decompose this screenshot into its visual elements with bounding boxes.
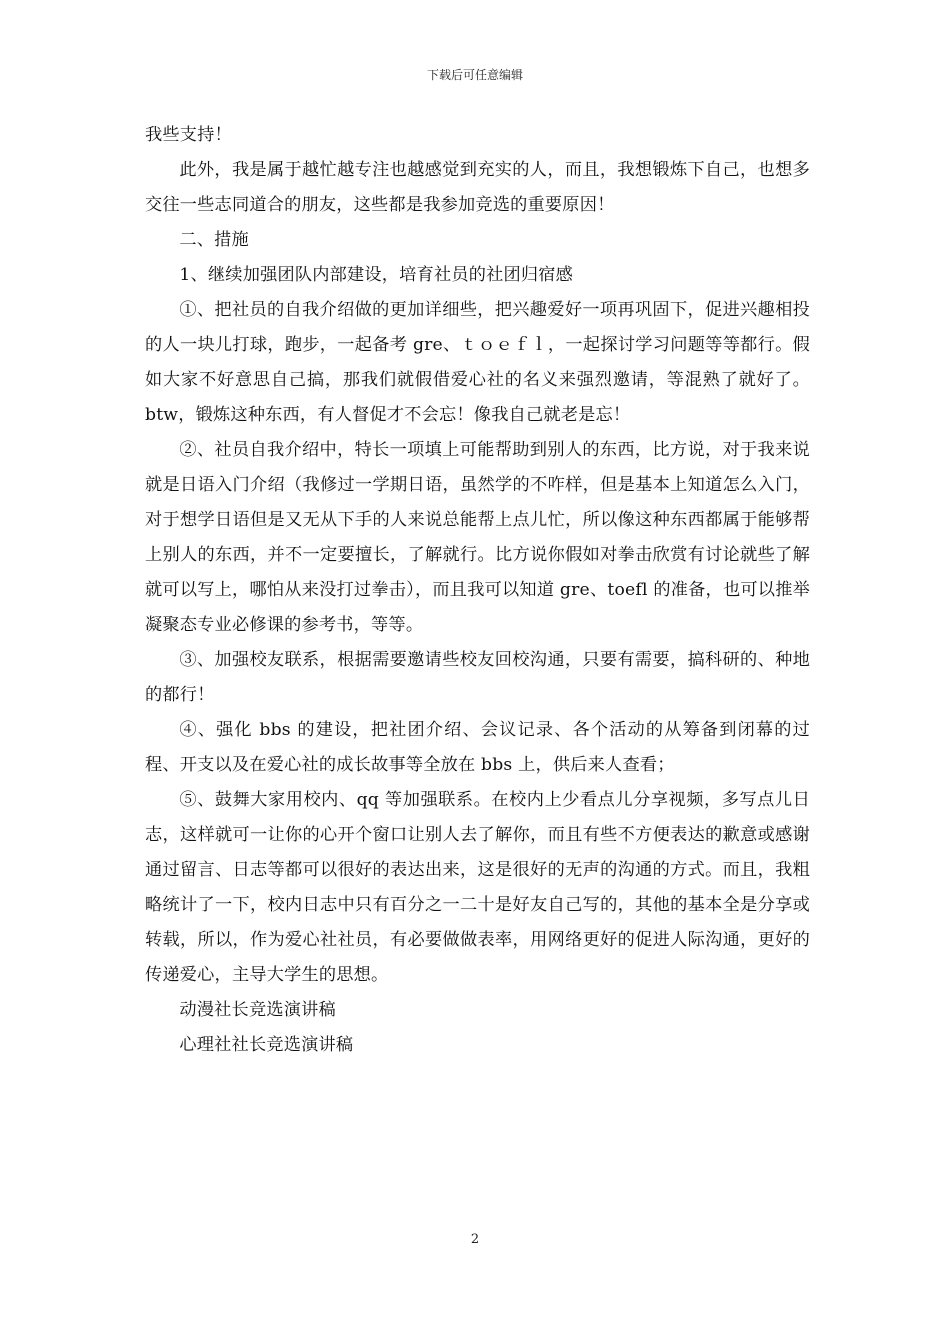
paragraph: 此外，我是属于越忙越专注也越感觉到充实的人，而且，我想锻炼下自己，也想多交往一些志同道合的朋友，这些都是我参加竞选的重要原因！ bbox=[145, 160, 810, 215]
document-body bbox=[145, 118, 810, 1063]
related-title: 心理社社长竞选演讲稿 bbox=[179, 1035, 354, 1055]
section-heading: 二、措施 bbox=[179, 230, 249, 250]
paragraph: 我些支持！ bbox=[145, 125, 232, 145]
list-item: ②、社员自我介绍中，特长一项填上可能帮助到别人的东西，比方说，对于我来说就是日语入门介绍（我修过一学期日语，虽然学的不咋样，但是基本上知道怎么入门，对于想学日语但是又无从下手的人来说总能帮上点儿忙，所以像这种东西都属于能够帮上别人的东西，并不一定要擅长，了解就行。比方说你假如对拳击欣赏有讨论就些了解就可以写上，哪怕从来没打过拳击），而且我可以知道 gre、toefl 的准备，也可以推举凝聚态专业必修课的参考书，等等。 bbox=[145, 440, 810, 635]
page-header: 下载后可任意编辑 bbox=[426, 68, 523, 82]
page-number: 2 bbox=[470, 1232, 480, 1247]
list-item: ⑤、鼓舞大家用校内、qq 等加强联系。在校内上少看点儿分享视频，多写点儿日志，这样就可一让你的心开个窗口让别人去了解你，而且有些不方便表达的歉意或感谢通过留言、日志等都可以很好的表达出来，这是很好的无声的沟通的方式。而且，我粗略统计了一下，校内日志中只有百分之一二十是好友自己写的，其他的基本全是分享或转载，所以，作为爱心社社员，有必要做做表率，用网络更好的促进人际沟通，更好的传递爱心，主导大学生的思想。 bbox=[145, 790, 810, 985]
list-item: ③、加强校友联系，根据需要邀请些校友回校沟通，只要有需要，搞科研的、种地的都行！ bbox=[145, 650, 810, 705]
related-title: 动漫社长竞选演讲稿 bbox=[179, 1000, 336, 1020]
subsection-heading: 1、继续加强团队内部建设，培育社员的社团归宿感 bbox=[179, 265, 574, 285]
list-item: ①、把社员的自我介绍做的更加详细些，把兴趣爱好一项再巩固下，促进兴趣相投的人一块儿打球，跑步，一起备考 gre、ｔｏｅｆｌ，一起探讨学习问题等等都行。假如大家不好意思自己搞，那我们就假借爱心社的名义来强烈邀请，等混熟了就好了。btw，锻炼这种东西，有人督促才不会忘！像我自己就老是忘！ bbox=[145, 300, 810, 425]
list-item: ④、强化 bbs 的建设，把社团介绍、会议记录、各个活动的从筹备到闭幕的过程、开支以及在爱心社的成长故事等全放在 bbs 上，供后来人查看； bbox=[145, 720, 810, 775]
